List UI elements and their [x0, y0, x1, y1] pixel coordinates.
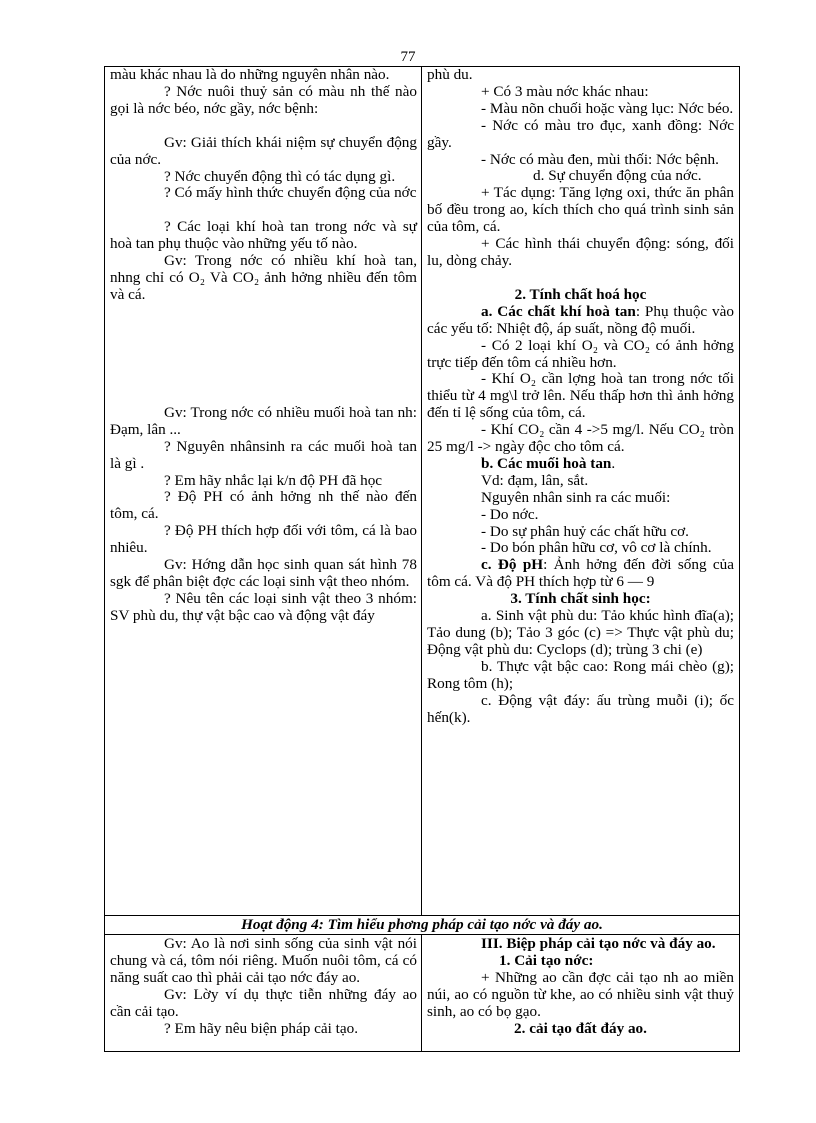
question: ? Độ PH có ảnh hởng nh thế nào đến tôm, cá.	[110, 488, 417, 523]
text-line: + Các hình thái chuyển động: sóng, đối lu, dòng chảy.	[427, 235, 734, 269]
text-line: - Nớc có màu đen, mùi thối: Nớc bệnh.	[481, 150, 719, 168]
section-heading: 2. Tính chất hoá học	[514, 285, 647, 303]
section-heading: 3. Tính chất sinh học:	[510, 590, 651, 608]
column-divider	[421, 67, 422, 915]
text-line: b. Thực vật bậc cao: Rong mái chèo (g); Rong tôm (h);	[427, 657, 734, 692]
teacher-note: Gv: Lờy ví dụ thực tiễn những đáy ao cần cải tạo.	[110, 985, 417, 1020]
text-line: màu khác nhau là do những nguyên nhân nào.	[110, 66, 390, 83]
teacher-note: Gv: Trong nớc có nhiều khí hoà tan, nhng chỉ có O₂ Và CO₂ ảnh hởng nhiều đến tôm và cá.	[110, 252, 417, 303]
question: ? Nguyên nhânsinh ra các muối hoà tan là gì .	[110, 437, 417, 472]
text-line: + Tác dụng: Tăng lợng oxi, thức ăn phân bố đều trong ao, kích thích cho quá trình sinh sản của tôm, cá.	[427, 184, 734, 236]
text-line: phù du.	[427, 66, 473, 83]
teacher-activity-column	[110, 67, 417, 625]
subheading: a. Các chất khí hoà tan	[481, 302, 636, 320]
subheading: 1. Cải tạo nớc:	[499, 951, 594, 969]
question: ? Các loại khí hoà tan trong nớc và sự hoà tan phụ thuộc vào những yếu tố nào.	[110, 218, 417, 253]
teacher-note: Gv: Giải thích khái niệm sự chuyển động của nớc.	[110, 133, 417, 168]
text-line: - Màu nõn chuối hoặc vàng lục: Nớc béo.	[481, 99, 734, 117]
question: ? Nớc chuyển động thì có tác dụng gì.	[164, 167, 396, 185]
text-line: + Những ao cần đợc cải tạo nh ao miền núi, ao có nguồn từ khe, ao có nhiều sinh vật thuỷ sinh, ao có bọ gạo.	[427, 968, 734, 1020]
question: ? Độ PH thích hợp đối với tôm, cá là bao nhiêu.	[110, 522, 417, 557]
teacher-note: Gv: Hớng dẫn học sinh quan sát hình 78 sgk để phân biệt đợc các loại sinh vật theo nhóm.	[110, 556, 417, 590]
question: ? Nớc nuôi thuỷ sản có màu nh thế nào gọi là nớc béo, nớc gầy, nớc bệnh:	[110, 82, 417, 117]
text-line: Nguyên nhân sinh ra các muối:	[481, 488, 671, 506]
question: ? Có mấy hình thức chuyển động của nớc	[164, 184, 417, 202]
text-line: Vd: đạm, lân, sắt.	[481, 471, 589, 489]
subheading: 2. cải tạo đất đáy ao.	[514, 1019, 647, 1037]
subheading: c. Độ pH	[481, 556, 544, 574]
text-line: a. Sinh vật phù du: Tảo khúc hình đĩa(a); Tảo dung (b); Tảo 3 góc (c) => Thực vật phù du; Động vật phù du: Cyclops (d); trùng 3 chi (e)	[427, 607, 734, 658]
text-line: - Khí CO₂ cần 4 ->5 mg/l. Nếu CO₂ tròn 25 mg/l -> ngày độc cho tôm cá.	[427, 421, 734, 456]
content-column	[427, 67, 734, 726]
lesson-table	[104, 66, 740, 1052]
question: ? Em hãy nêu biện pháp cải tạo.	[164, 1019, 358, 1037]
text-line: : Ảnh hởng đến đời sống của tôm cá. Và độ PH thích hợp từ 6 — 9	[427, 556, 735, 591]
content-column-bottom	[427, 936, 734, 1037]
activity-header: Hoạt động 4: Tìm hiểu phơng pháp cải tạo nớc và đáy ao.	[241, 916, 603, 933]
section-heading: III. Biệp pháp cải tạo nớc và đáy ao.	[481, 935, 716, 952]
column-divider	[421, 935, 422, 1051]
text-line: + Có 3 màu nớc khác nhau:	[481, 82, 649, 100]
text-line: - Do bón phân hữu cơ, vô cơ là chính.	[481, 539, 712, 557]
question: ? Em hãy nhắc lại k/n độ PH đã học	[164, 471, 383, 489]
text-line: .	[611, 454, 616, 472]
subheading: b. Các muối hoà tan	[481, 454, 612, 472]
text-line: : Phụ thuộc vào các yếu tố: Nhiệt độ, áp suất, nồng độ muối.	[427, 302, 734, 337]
teacher-activity-column-bottom	[110, 936, 417, 1037]
teacher-note: Gv: Ao là nơi sinh sống của sinh vật nói chung và cá, tôm nói riêng. Muốn nuôi tôm, cá có năng suất cao thì phải cải tạo nớc đáy ao.	[110, 935, 417, 986]
text-line: - Nớc có màu tro đục, xanh đồng: Nớc gầy.	[427, 116, 734, 151]
text-line: - Khí O₂ cần lợng hoà tan trong nớc tối thiểu từ 4 mg\l trở lên. Nếu thấp hơn thì ảnh hởng đến tỉ lệ sống của tôm, cá.	[427, 370, 734, 422]
text-line: - Do sự phân huỷ các chất hữu cơ.	[481, 522, 689, 540]
page-number: 77	[400, 49, 416, 65]
teacher-note: Gv: Trong nớc có nhiều muối hoà tan nh: Đạm, lân ...	[110, 403, 417, 438]
question: ? Nêu tên các loại sinh vật theo 3 nhóm: SV phù du, thự vật bậc cao và động vật đáy	[110, 589, 417, 624]
text-line: - Có 2 loại khí O₂ và CO₂ có ảnh hởng trực tiếp đến tôm cá nhiều hơn.	[427, 336, 734, 371]
text-line: c. Động vật đáy: ấu trùng muỗi (i); ốc hến(k).	[427, 691, 734, 726]
text-line: - Do nớc.	[481, 505, 539, 523]
subheading: d. Sự chuyển động của nớc.	[533, 167, 702, 185]
